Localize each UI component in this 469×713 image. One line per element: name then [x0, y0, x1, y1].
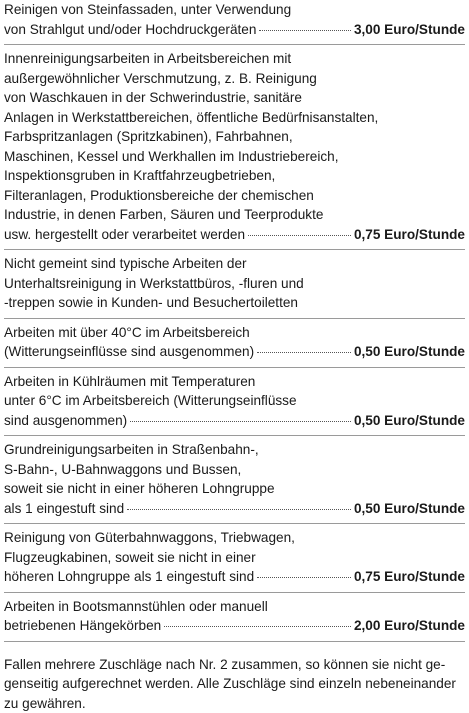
entry-text-line: usw. hergestellt oder verarbeitet werden: [4, 225, 245, 245]
footnote: [4, 655, 465, 713]
entry-text-line: von Strahlgut und/oder Hochdruckgeräten: [4, 20, 256, 40]
entry-text-line: Grundreinigungsarbeiten in Straßenbahn-,: [4, 440, 465, 460]
entry-text-line: Farbspritzanlagen (Spritzkabinen), Fahrbahnen,: [4, 127, 465, 147]
entry-final-line: [4, 616, 465, 636]
entry-final-line: [4, 225, 465, 245]
entry-text-line: höheren Lohngruppe als 1 eingestuft sind: [4, 567, 254, 587]
surcharge-rate: 0,75 Euro/Stunde: [354, 567, 465, 587]
surcharge-rate: 0,50 Euro/Stunde: [354, 499, 465, 519]
entry-final-line: [4, 342, 465, 362]
entry-final-line: [4, 567, 465, 587]
entry-text-line: betriebenen Hängekörben: [4, 616, 161, 636]
entry-text-line: von Waschkauen in der Schwerindustrie, sanitäre: [4, 88, 465, 108]
entry-text-line: Unterhaltsreinigung in Werkstattbüros, -fluren und: [4, 274, 465, 294]
entry-final-line: [4, 499, 465, 519]
dot-leader: [257, 577, 351, 578]
entry-text-line: Arbeiten in Bootsmannstühlen oder manuell: [4, 597, 465, 617]
footnote-line: genseitig aufgerechnet werden. Alle Zuschläge sind einzeln nebeneinander: [4, 674, 465, 694]
entry-text-line: Inspektionsgruben in Kraftfahrzeugbetrieben,: [4, 166, 465, 186]
entry-text-line: S-Bahn-, U-Bahnwaggons und Bussen,: [4, 460, 465, 480]
entry-text-line: Reinigen von Steinfassaden, unter Verwendung: [4, 0, 465, 20]
surcharge-rate: 0,75 Euro/Stunde: [354, 225, 465, 245]
footnote-line: zu gewähren.: [4, 694, 465, 713]
surcharge-entry: [4, 49, 465, 250]
dot-leader: [248, 235, 351, 236]
entry-text-line: Innenreinigungsarbeiten in Arbeitsbereichen mit: [4, 49, 465, 69]
entry-text-line: Nicht gemeint sind typische Arbeiten der: [4, 254, 465, 274]
dot-leader: [259, 30, 351, 31]
surcharge-entry: [4, 528, 465, 593]
surcharge-entry: [4, 440, 465, 524]
dot-leader: [127, 509, 351, 510]
surcharge-rate: 2,00 Euro/Stunde: [354, 616, 465, 636]
surcharge-entry: [4, 597, 465, 642]
entry-text-line: Industrie, in denen Farben, Säuren und Teerprodukte: [4, 205, 465, 225]
surcharge-list: [4, 0, 465, 642]
entry-text-line: Arbeiten in Kühlräumen mit Temperaturen: [4, 372, 465, 392]
surcharge-rate: 0,50 Euro/Stunde: [354, 342, 465, 362]
entry-final-line: [4, 411, 465, 431]
surcharge-rate: 3,00 Euro/Stunde: [354, 20, 465, 40]
entry-text-line: Reinigung von Güterbahnwaggons, Triebwagen,: [4, 528, 465, 548]
entry-text-line: Flugzeugkabinen, soweit sie nicht in einer: [4, 548, 465, 568]
dot-leader: [130, 421, 351, 422]
dot-leader: [257, 352, 351, 353]
entry-text-line: soweit sie nicht in einer höheren Lohngruppe: [4, 479, 465, 499]
entry-text-line: als 1 eingestuft sind: [4, 499, 124, 519]
entry-text-line: -treppen sowie in Kunden- und Besuchertoiletten: [4, 293, 465, 313]
dot-leader: [164, 626, 351, 627]
surcharge-entry: [4, 372, 465, 437]
footnote-line: Fallen mehrere Zuschläge nach Nr. 2 zusammen, so können sie nicht ge-: [4, 655, 465, 675]
surcharge-entry: [4, 0, 465, 45]
surcharge-entry: [4, 323, 465, 368]
entry-text-line: unter 6°C im Arbeitsbereich (Witterungseinflüsse: [4, 391, 465, 411]
entry-final-line: [4, 20, 465, 40]
surcharge-entry: [4, 254, 465, 319]
entry-text-line: Arbeiten mit über 40°C im Arbeitsbereich: [4, 323, 465, 343]
entry-text-line: Anlagen in Werkstattbereichen, öffentliche Bedürfnisanstalten,: [4, 108, 465, 128]
entry-text-line: Filteranlagen, Produktionsbereiche der chemischen: [4, 186, 465, 206]
entry-text-line: (Witterungseinflüsse sind ausgenommen): [4, 342, 254, 362]
entry-text-line: Maschinen, Kessel und Werkhallen im Industriebereich,: [4, 147, 465, 167]
entry-text-line: sind ausgenommen): [4, 411, 127, 431]
entry-text-line: außergewöhnlicher Verschmutzung, z. B. Reinigung: [4, 69, 465, 89]
surcharge-rate: 0,50 Euro/Stunde: [354, 411, 465, 431]
